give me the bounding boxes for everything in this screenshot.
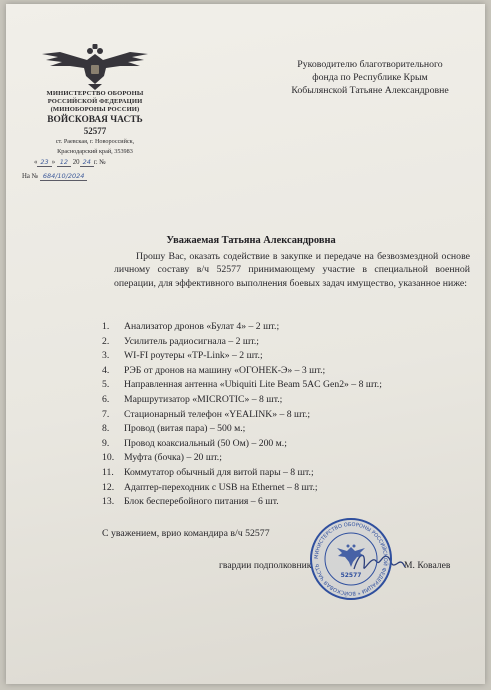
document-page: [6, 4, 485, 684]
unit-number: 52577: [83, 126, 107, 136]
org-name-line-1: МИНИСТЕРСТВО ОБОРОНЫ: [46, 90, 144, 97]
org-name-line-3: (МИНОБОРОНЫ РОССИИ): [50, 106, 140, 113]
recipient-line-3: Кобылянской Татьяне Александровне: [291, 85, 449, 96]
letterhead: [20, 40, 170, 180]
list-item: 11. Коммутатор обычный для витой пары – 8 шт.;: [102, 466, 314, 478]
date-line: « 23 » 12 20 24 г. №: [34, 158, 106, 167]
recipient-line-1: Руководителю благотворительного: [297, 59, 443, 70]
reference-line: На № 684/10/2024: [20, 172, 170, 180]
org-name-line-2: РОССИЙСКОЙ ФЕДЕРАЦИИ: [47, 98, 143, 105]
signer-name: М. Ковалев: [404, 560, 451, 571]
double-headed-eagle-emblem: [40, 40, 150, 90]
list-item: 7. Стационарный телефон «YEALINK» – 8 шт.;: [102, 408, 311, 420]
list-item: 1. Анализатор дронов «Булат 4» – 2 шт.;: [102, 321, 280, 332]
address-line-2: Краснодарский край, 353983: [57, 147, 133, 155]
list-item: 12. Адаптер-переходник с USB на Ethernet – 8 шт.;: [102, 481, 318, 493]
date-year: 24: [80, 158, 94, 167]
list-item: 8. Провод (витая пара) – 500 м.;: [102, 423, 246, 435]
recipient-line-2: фонда по Республике Крым: [312, 72, 428, 83]
signer-rank: гвардии подполковник: [219, 560, 312, 571]
stamp-center-number: 52577: [340, 572, 362, 579]
request-paragraph: Прошу Вас, оказать содействие в закупке и передаче на безвозмездной основе личному составу в/ч 52577 принимающему участие в специальной военной операции, для эффективного выполнения боевых задач имущество, указанное ниже:: [114, 251, 470, 289]
list-item: 4. РЭБ от дронов на машину «ОГОНЕК-Э» – 3 шт.;: [102, 364, 326, 376]
official-stamp: [309, 517, 393, 601]
reference-number: 684/10/2024: [40, 172, 88, 181]
recipient-block: [260, 58, 480, 97]
address-line-1: ст. Раевская, г. Новороссийск,: [55, 138, 135, 145]
list-item: 10. Муфта (бочка) – 20 шт.;: [102, 452, 222, 464]
greeting: Уважаемая Татьяна Александровна: [166, 235, 336, 246]
list-item: 9. Провод коаксиальный (50 Ом) – 200 м.;: [102, 437, 287, 449]
list-item: 6. Маршрутизатор «MICROTIC» – 8 шт.;: [102, 393, 283, 405]
list-item: 13. Блок бесперебойного питания – 6 шт.: [102, 496, 279, 508]
closing-line: С уважением, врио командира в/ч 52577: [102, 528, 270, 539]
unit-label: ВОЙСКОВАЯ ЧАСТЬ: [47, 115, 143, 125]
date-day: 23: [37, 158, 51, 167]
list-item: 2. Усилитель радиосигнала – 2 шт.;: [102, 335, 259, 347]
stamp-ring-text: МИНИСТЕРСТВО ОБОРОНЫ РОССИЙСКОЙ ФЕДЕРАЦИИ * ВОЙСКОВАЯ ЧАСТЬ: [313, 521, 389, 597]
date-month: 12: [57, 158, 71, 167]
list-item: 5. Направленная антенна «Ubiquiti Lite Beam 5AC Gen2» – 8 шт.;: [102, 379, 382, 391]
list-item: 3. WI-FI роутеры «TP-Link» – 2 шт.;: [102, 350, 263, 362]
items-list: [102, 320, 482, 510]
